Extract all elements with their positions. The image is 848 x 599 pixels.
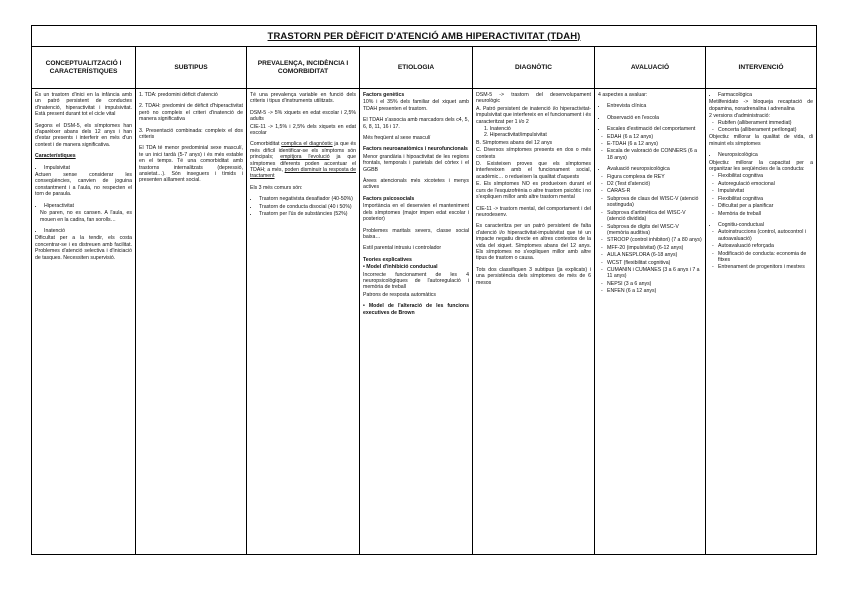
- list-item: - Dificultat per a planificar: [718, 203, 813, 209]
- header-subtipus: SUBTIPUS: [136, 47, 246, 89]
- document-title: TRASTORN PER DÈFICIT D'ATENCIÓ AMB HIPERACTIVITAT (TDAH): [32, 26, 816, 47]
- list: [709, 229, 813, 270]
- list-item: • Trastorn per l'ús de substàncies (52%): [259, 211, 356, 217]
- paragraph: Els 3 més comurs són:: [250, 184, 303, 191]
- list-item: • Inatenció: [44, 228, 132, 234]
- paragraph: CIE-11 -> trastorn mental, del comportament i del neurodesenv.: [476, 205, 591, 218]
- paragraph: 1. Inatenció: [484, 126, 511, 133]
- header-avaluacio: AVALUACIÓ: [595, 47, 705, 89]
- paragraph: 2. TDAH: predomini de dèficit d'hiperactivitat però no compleix el criteri d'inatenció de manera significativa: [139, 103, 243, 123]
- list-item: - Flexibilitat cognitiva: [718, 173, 813, 179]
- bullet: •: [363, 264, 367, 271]
- paragraph: Metilfenidato -> bloqueja recaptació de dopamina, noradrenalina i adrenalina: [709, 99, 813, 112]
- paragraph: 10% i el 35% dels familiar del xiquet amb TDAH presenten el trastorn.: [363, 99, 469, 112]
- header-conceptualitzacio: CONCEPTUALITZACIÓ I CARACTERÍSTIQUES: [32, 47, 135, 89]
- list: [250, 196, 356, 217]
- list: [35, 165, 132, 171]
- paragraph: El TDAH s'associa amb marcadors dels c4, 5, 6, 8, 11, 16 i 17.: [363, 117, 469, 130]
- column-subtipus: [136, 47, 247, 555]
- list: [598, 174, 702, 295]
- text: ja que és més difícil identificar-se els símptoms són principals;: [250, 141, 357, 161]
- list-item: - STROOP (control inhibitori) (7 a 80 anys): [607, 237, 702, 243]
- list-item: - Modificació de conducta: economia de fitxes: [718, 251, 813, 264]
- list-item: • Trastorn negativista desafiador (40-50%): [259, 196, 356, 202]
- document-table: [31, 25, 817, 555]
- paragraph: 1. TDA: predomini dèficit d'atenció: [139, 92, 218, 98]
- paragraph: Es caracteritza per un patró persistent de falta d'atenció i/o hiperactivitat-impulsivitat que té un impacte negatiu directe en altres contextos de la vida del xiquet. Símptomes abans del 12 anys. Els símptomes no s'expliquen millor amb altre tipus de trastorn o causa.: [476, 223, 591, 262]
- paragraph: Més freqüent al sexe masculí: [363, 135, 431, 142]
- list-item: • Impulsivitat: [44, 165, 132, 171]
- paragraph: Actuen sense considerar les conseqüències, canvien de joguina constantment i a l'aula, no respecten el torn de paraula.: [35, 172, 132, 198]
- list-item: - ENFEN (6 a 12 anys): [607, 288, 702, 294]
- section-heading: Característiques: [35, 153, 76, 160]
- paragraph: E. Els símptomes NO es produeixen durant el curs de l'esquizofrènia o altre trastorn psicòtic i no s'expliquen millor amb altre trastorn mental: [476, 181, 591, 201]
- paragraph: Incorrecte funcionament de les 4 neuropsicològiques de l'autoregulació i memòria de treball: [363, 271, 469, 291]
- list-item: • Escales d'estimació del comportament: [607, 126, 702, 132]
- list-item: - Subprova de claus del WISC-V (atenció sostinguda): [607, 196, 702, 209]
- paragraph: DSM-5 -> trastorn del desenvolupament neurològic: [476, 92, 591, 105]
- list: [598, 126, 702, 132]
- list-item: - NEPSI (3 a 6 anys): [607, 281, 702, 287]
- text: Model de l'alteració de les funcions executives de Brown: [363, 303, 469, 316]
- column-diagnostic: [473, 47, 595, 555]
- cell-avaluacio: [595, 89, 705, 303]
- paragraph: C. Diversos símptomes presents en dos o més contexts: [476, 147, 591, 160]
- list: [35, 203, 132, 209]
- cell-conceptualitzacio: [32, 89, 135, 269]
- column-conceptualitzacio: [32, 47, 136, 555]
- list-item: - Subprova d'aritmètica del WISC-V (atenció dividida): [607, 210, 702, 223]
- paragraph: Tots dos classifiquen 3 subtipus (ja explicats) i una persistència dels símptomes de més de 6 mesos: [476, 266, 591, 286]
- list-item: - Escala de valoració de CONNERS (6 a 18 anys): [607, 148, 702, 161]
- text: ja que símptomes diferents poden accentuar el TDAH; a més,: [250, 154, 356, 174]
- header-intervencio: INTERVENCIÓ: [706, 47, 816, 89]
- paragraph: Objectiu: millorar la qualitat de vida, di minuint els símptomes: [709, 134, 813, 147]
- paragraph: 3. Presentació combinada: compleix el dos criteris: [139, 127, 243, 141]
- list-item: • Cognitiu-conductual: [718, 222, 813, 228]
- list-item: • Neuropsicològica: [718, 152, 813, 158]
- paragraph: B. Símptomes abans del 12 anys: [476, 139, 553, 146]
- column-intervencio: [706, 47, 816, 555]
- list: [709, 152, 813, 158]
- paragraph: Àrees atencionals més xicotetes i menys actives: [363, 178, 469, 191]
- paragraph: Té una prevalença variable en funció dels criteris i tipus d'instruments utilitzats.: [250, 92, 356, 105]
- list-item: - E-TDAH (6 a 12 anys): [607, 141, 702, 147]
- paragraph: Estil parental intrusiu i controlador: [363, 245, 442, 252]
- list-item: - Subprova de dígits del WISC-V (memòria auditiva): [607, 224, 702, 237]
- header-etiologia: ETIOLOGIA: [360, 47, 472, 89]
- list-item: • Trastorn de conducta disocial (40 i 50%): [259, 204, 356, 210]
- list: [598, 103, 702, 109]
- text: Comorbiditat: [250, 141, 280, 148]
- list-item: - Figura complexa de REY: [607, 174, 702, 180]
- paragraph: [363, 264, 469, 270]
- cell-etiologia: [360, 89, 472, 324]
- cell-intervencio: [706, 89, 816, 279]
- paragraph: Dificultat per a la tendir, els costa concentrar-se i es distreuen amb facilitat. Problemes d'atenció selectiva i d'iniciació de tasques. Necessiten supervisió.: [35, 235, 132, 261]
- paragraph: Problemes maritals severs, classe social baixa…: [363, 227, 469, 240]
- list-item: - Autoavaluació reforçada: [718, 243, 813, 249]
- list-item: • Entrevista clínica: [607, 103, 702, 109]
- section-heading: Teories explicatives: [363, 256, 412, 263]
- list: [598, 115, 702, 121]
- list: [709, 173, 813, 216]
- list-item: - Memòria de treball: [718, 211, 813, 217]
- list-item: - WCST (flexibilitat cognitiva): [607, 260, 702, 266]
- paragraph: 4 aspectes a avaluar:: [598, 92, 648, 98]
- text: poden disminuir la resposta de tractament: [250, 167, 356, 180]
- list-item: - Flexibilitat cognitiva: [718, 196, 813, 202]
- paragraph: 2. Hiperactivitat/impulsivitat: [484, 132, 547, 139]
- list-item: - EDAH (6 a 12 anys): [607, 134, 702, 140]
- list-item: - CARAS-R: [607, 188, 702, 194]
- paragraph: D. Existeixen proves que els símptomes interfereixen amb el funcionament social, acadèmic… o redueixen la qualitat d'aquests: [476, 161, 591, 180]
- list-item: - Impulsivitat: [718, 188, 813, 194]
- list-item: - Autoregulació emocional: [718, 181, 813, 187]
- paragraph: Patrons de resposta automàtics: [363, 291, 436, 298]
- table-grid: [32, 47, 816, 555]
- cell-prevalenca: [247, 89, 359, 226]
- section-heading: Factors neuroanatòmics i neurofuncionals: [363, 146, 468, 153]
- text: empitjora l'evolució: [280, 154, 330, 161]
- section-heading: Factors psicosocials: [363, 195, 415, 202]
- paragraph: Objectiu: millorar la capacitat per a organitzar les seqüències de la conducta:: [709, 159, 813, 173]
- list-item: - Entrenament de progenitors i mestres: [718, 264, 813, 270]
- list-item: - Concerta (alliberament perllongat): [718, 127, 813, 133]
- text: complica el diagnòstic: [281, 141, 333, 148]
- paragraph: Segons el DSM-5, els símptomes han d'aparèixer abans dels 12 anys i han d'estar presents i interferir en més d'un context i de manera significativa.: [35, 122, 132, 148]
- list-item: • Observació en l'escola: [607, 115, 702, 121]
- paragraph: Importància en el desenvien el manteniment dels símptomes (major impen edat escolar i posterior): [363, 203, 469, 223]
- cell-diagnostic: [473, 89, 594, 294]
- list-item: - Rubifen (alliberament immediat): [718, 120, 813, 126]
- list-item: - CUMANIN i CUMANES (3 a 6 anys i 7 a 11 anys): [607, 267, 702, 280]
- paragraph: El TDA té menor predominial sexe masculí, te un inici tardà (5-7 anys) i és més estable en el temps. Té una comorbiditat amb trastorns internalitzats (depressió, ansietat…). Són inseguers i tímids i presenten aïllament social.: [139, 145, 243, 184]
- paragraph: Menor grandària i hipoactivitat de les regions frontals, temporals i parietals del còrtex i el GGBB: [363, 153, 469, 173]
- column-etiologia: [360, 47, 473, 555]
- list-item: • Hiperactivitat: [44, 203, 132, 209]
- list-item: - MFF-20 (impulsivitat) (6-12 anys): [607, 245, 702, 251]
- list: [598, 134, 702, 162]
- list-item: • Avaluació neuropsicològica: [607, 166, 702, 172]
- bullet: •: [363, 303, 369, 310]
- paragraph: [363, 303, 469, 316]
- list: [709, 222, 813, 228]
- list-item: - AULA NESPLORA (6-18 anys): [607, 252, 702, 258]
- paragraph: 2 versions d'administració:: [709, 113, 770, 120]
- list: [709, 92, 813, 98]
- column-avaluacio: [595, 47, 706, 555]
- paragraph: DSM-5 -> 5% xiquets en edat escolar i 2,5% adults: [250, 109, 356, 123]
- paragraph: A. Patró persistent de inatenció i/o hiperactivitat-impulsivitat que interfereix en el funcionament i és caracteritzat per 1 i/o 2: [476, 105, 591, 125]
- list-item: - D2 (Test d'atenció): [607, 181, 702, 187]
- column-prevalenca: [247, 47, 360, 555]
- list: [598, 166, 702, 172]
- list: [35, 228, 132, 234]
- cell-subtipus: [136, 89, 246, 192]
- paragraph: És un trastorn d'inici en la infància amb un patró persistent de conductes d'inatenció, hiperactivitat i impulsivitat. Està present durant tot el cicle vital: [35, 92, 132, 118]
- text: Model d'inhibició conductual: [366, 264, 438, 271]
- list: [709, 120, 813, 134]
- paragraph: CIE-11 -> 1,5% i 2,5% dels xiquets en edat escolar: [250, 123, 356, 137]
- list-item: • Farmacològica: [718, 92, 813, 98]
- header-diagnostic: DIAGNÒTIC: [473, 47, 594, 89]
- list-item: - Autoinstruccions (control, autocontrol i autoavaluació): [718, 229, 813, 242]
- paragraph: No paren, no es cansen. A l'aula, es mouen en la cadira, fan sorolls…: [40, 210, 132, 223]
- header-prevalenca: PREVALENÇA, INCIDÈNCIA I COMORBIDITAT: [247, 47, 359, 89]
- section-heading: Factors genètics: [363, 92, 405, 98]
- paragraph: [250, 141, 356, 179]
